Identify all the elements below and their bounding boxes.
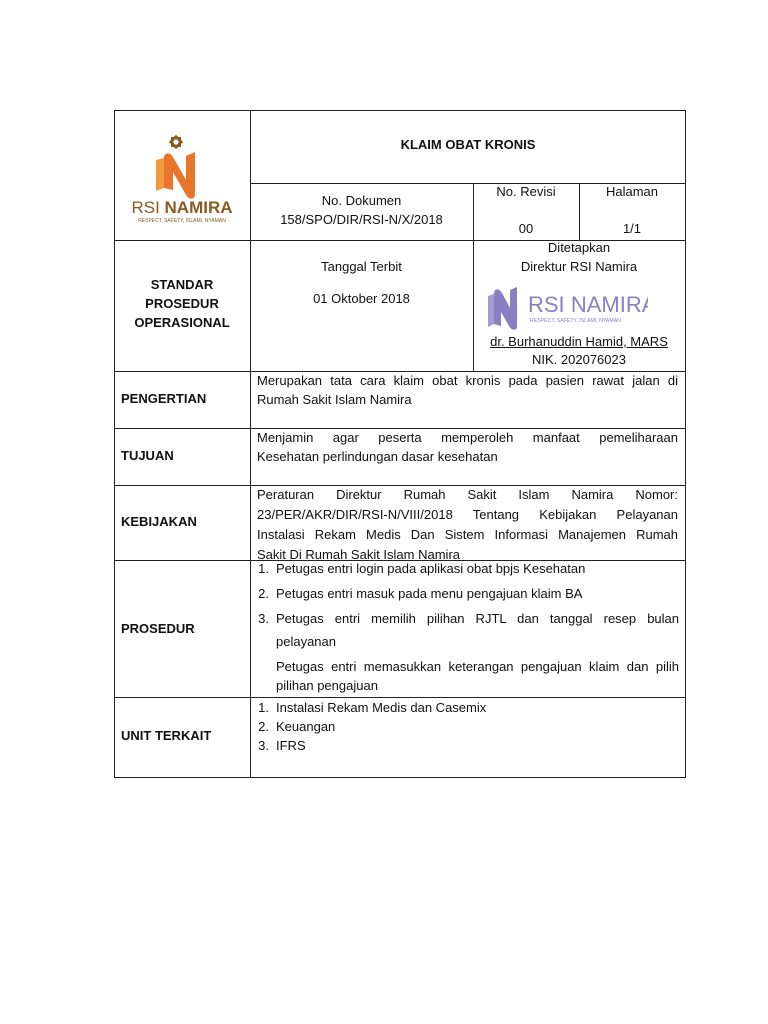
approval-logo-name: NAMIRA	[570, 292, 648, 317]
pengertian-line1: Merupakan tata cara klaim obat kronis pada pasien rawat jalan di	[257, 373, 678, 388]
sop-document	[114, 110, 686, 778]
border-left	[114, 110, 115, 778]
kebijakan-line3: Instalasi Rekam Medis Dan Sistem Informasi Manajemen Rumah	[257, 527, 678, 542]
tujuan-label: TUJUAN	[121, 448, 174, 463]
unit-3-text: IFRS	[276, 738, 306, 753]
revision-value: 00	[518, 221, 534, 236]
rule-prosedur-bottom	[114, 697, 686, 698]
sop-label-line3: OPERASIONAL	[134, 315, 230, 330]
pengertian-label: PENGERTIAN	[121, 391, 207, 406]
unit-2-number: 2.	[258, 719, 269, 734]
unit-3-number: 3.	[258, 738, 269, 753]
page-value: 1/1	[622, 221, 642, 236]
border-right	[685, 110, 686, 778]
prosedur-list	[253, 560, 679, 697]
unit-1-number: 1.	[258, 700, 269, 715]
tujuan-text	[257, 428, 678, 466]
prosedur-label: PROSEDUR	[121, 621, 195, 636]
step-4-line1: Petugas entri memasukkan keterangan pengajuan klaim dan pilih	[276, 659, 679, 674]
kebijakan-line4: Sakit Di Rumah Sakit Islam Namira	[257, 547, 460, 562]
step-3-line1: Petugas entri memilih pilihan RJTL dan tanggal resep bulan	[276, 611, 679, 626]
page-label: Halaman	[605, 184, 659, 199]
step-3-number: 3.	[258, 611, 269, 626]
pengertian-line2: Rumah Sakit Islam Namira	[257, 392, 412, 407]
issue-date-label: Tanggal Terbit	[321, 259, 402, 274]
logo-name: NAMIRA	[164, 198, 233, 217]
revision-label: No. Revisi	[496, 184, 556, 199]
sop-label-line2: PROSEDUR	[145, 296, 219, 311]
director-title: Direktur RSI Namira	[520, 259, 638, 274]
step-4-line2: pilihan pengajuan	[276, 678, 378, 693]
tujuan-line1: Menjamin agar peserta memperoleh manfaat pemeliharaan	[257, 430, 678, 445]
approval-logo-tagline: RESPECT, SAFETY, ISLAMI, NYAMAN	[530, 318, 621, 324]
unit-terkait-list	[253, 699, 679, 769]
step-1-number: 1.	[258, 561, 269, 576]
doc-no-label: No. Dokumen	[321, 193, 402, 208]
step-2-text: Petugas entri masuk pada menu pengajuan klaim BA	[276, 586, 583, 601]
hospital-logo	[120, 128, 244, 228]
tujuan-line2: Kesehatan perlindungan dasar kesehatan	[257, 449, 498, 464]
step-2-number: 2.	[258, 586, 269, 601]
unit-terkait-label: UNIT TERKAIT	[121, 728, 212, 743]
namira-logo-icon	[120, 128, 244, 228]
border-top	[114, 110, 686, 111]
kebijakan-label: KEBIJAKAN	[121, 514, 197, 529]
svg-text:RSI NAMIRA	[131, 198, 232, 217]
kebijakan-line2: 23/PER/AKR/DIR/RSI-N/VIII/2018 Tentang Kebijakan Pelayanan	[257, 507, 678, 522]
set-by-label: Ditetapkan	[547, 240, 611, 255]
svg-text:RSI NAMIRA	[528, 292, 648, 317]
step-1-text: Petugas entri login pada aplikasi obat bpjs Kesehatan	[276, 561, 586, 576]
border-bottom	[114, 777, 686, 778]
issue-date-value: 01 Oktober 2018	[313, 291, 410, 306]
logo-prefix: RSI	[131, 198, 160, 217]
kebijakan-line1: Peraturan Direktur Rumah Sakit Islam Namira Nomor:	[257, 487, 678, 502]
document-title: KLAIM OBAT KRONIS	[400, 137, 536, 152]
logo-tagline: RESPECT, SAFETY, ISLAMI, NYAMAN	[138, 218, 226, 224]
unit-1-text: Instalasi Rekam Medis dan Casemix	[276, 700, 487, 715]
kebijakan-text	[257, 485, 678, 565]
approval-logo-prefix: RSI	[528, 292, 565, 317]
director-nik: NIK. 202076023	[532, 352, 626, 367]
unit-2-text: Keuangan	[276, 719, 336, 734]
approval-logo	[488, 276, 648, 334]
pengertian-text	[257, 371, 678, 409]
sop-label-line1: STANDAR	[150, 277, 214, 292]
director-name: dr. Burhanuddin Hamid, MARS	[490, 334, 668, 349]
doc-no-value: 158/SPO/DIR/RSI-N/X/2018	[280, 212, 443, 227]
namira-purple-logo-icon	[488, 276, 648, 334]
step-3-line2: pelayanan	[276, 634, 336, 649]
